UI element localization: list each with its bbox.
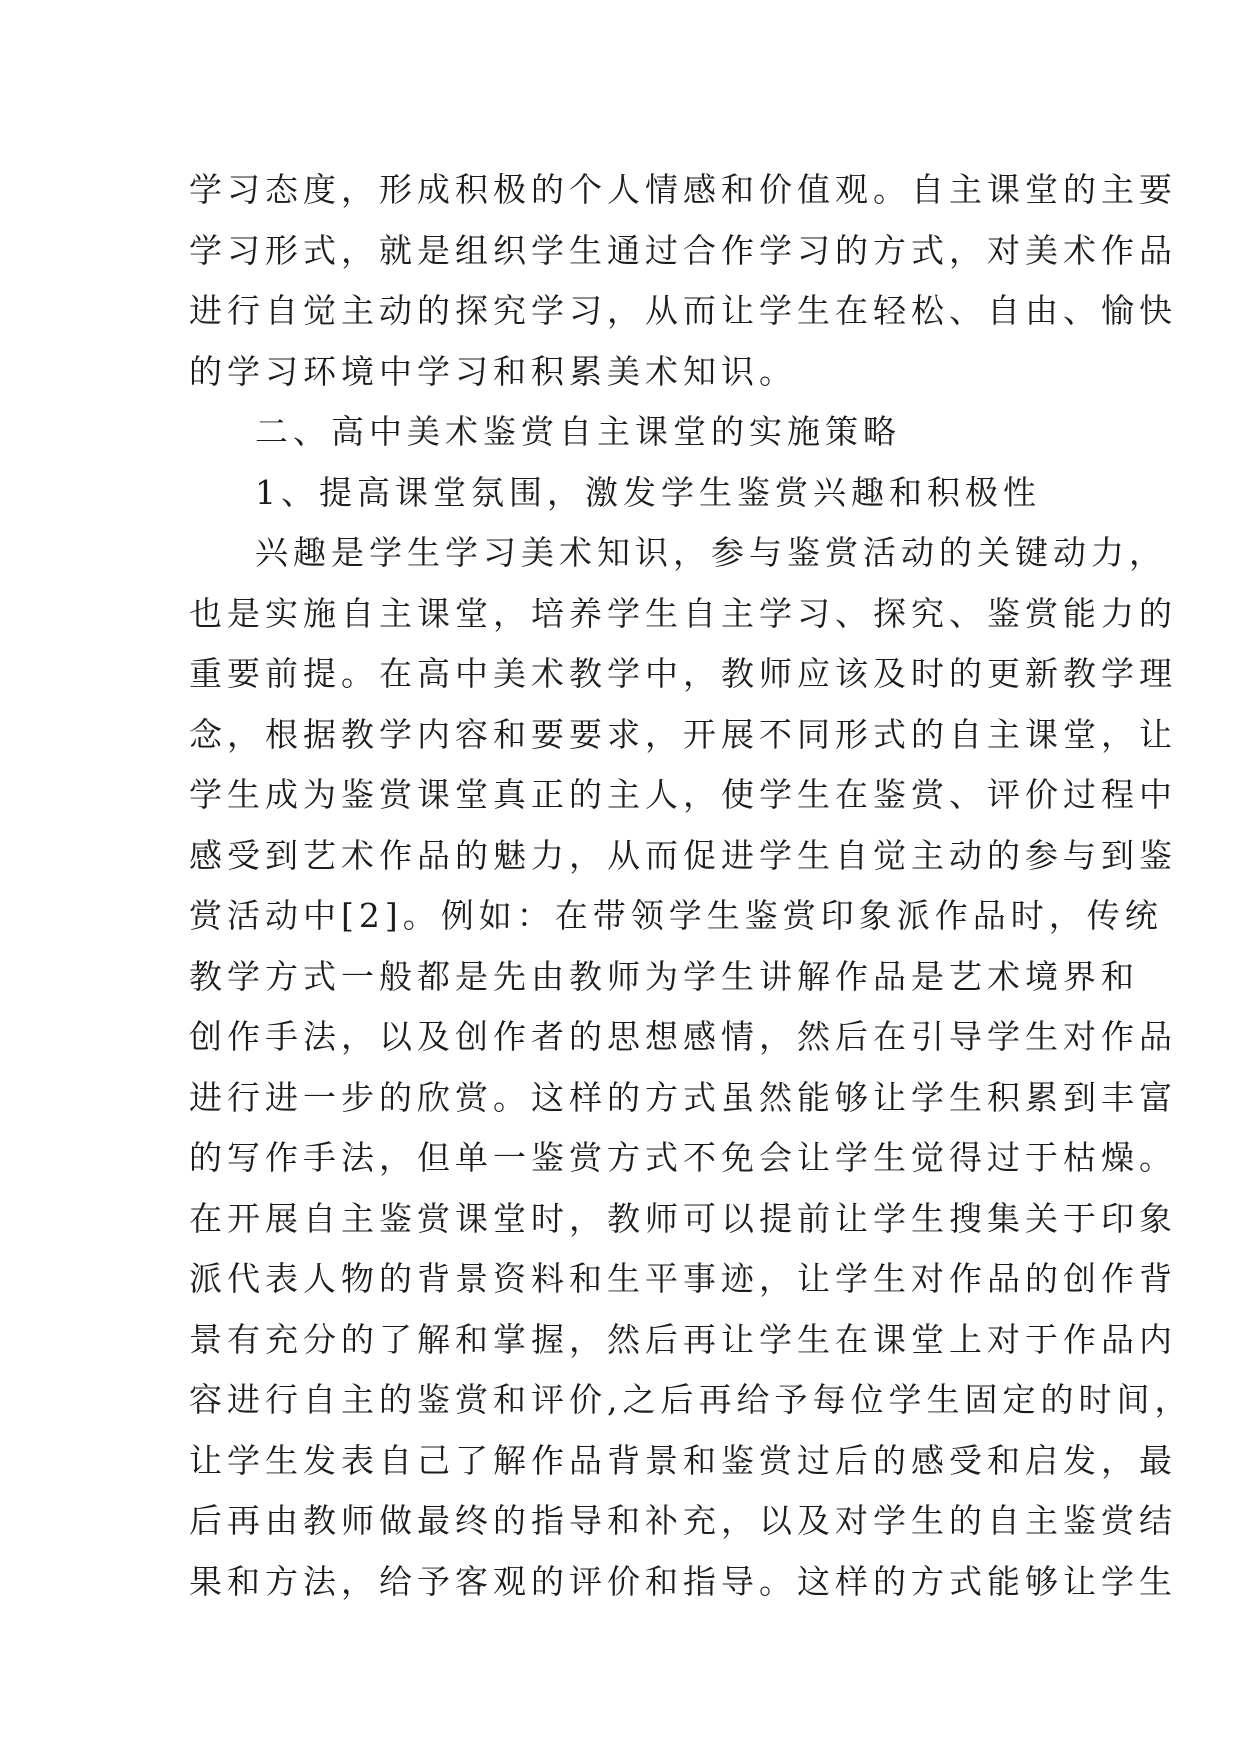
text-line: 的学习环境中学习和积累美术知识。 — [189, 351, 797, 391]
text-line: 派代表人物的背景资料和生平事迹，让学生对作品的创作背 — [189, 1259, 1177, 1298]
paragraph-first-line: 兴趣是学生学习美术知识，参与鉴赏活动的关键动力， — [255, 533, 1167, 572]
text-line: 景有充分的了解和掌握，然后再让学生在课堂上对于作品内 — [189, 1319, 1177, 1359]
text-line: 后再由教师做最终的指导和补充，以及对学生的自主鉴赏结 — [189, 1501, 1177, 1540]
text-line: 容进行自主的鉴赏和评价,之后再给予每位学生固定的时间， — [189, 1380, 1193, 1419]
text-line: 念，根据教学内容和要要求，开展不同形式的自主课堂，让 — [189, 714, 1177, 754]
text-line: 进行自觉主动的探究学习，从而让学生在轻松、自由、愉快 — [189, 291, 1177, 330]
text-line: 教学方式一般都是先由教师为学生讲解作品是艺术境界和 — [189, 956, 1139, 996]
subsection-heading: 1、提高课堂氛围，激发学生鉴赏兴趣和积极性 — [255, 472, 1041, 512]
text-line: 重要前提。在高中美术教学中，教师应该及时的更新教学理 — [189, 654, 1177, 693]
text-line: 学习态度，形成积极的个人情感和价值观。自主课堂的主要 — [189, 170, 1177, 209]
text-line: 创作手法，以及创作者的思想感情，然后在引导学生对作品 — [189, 1017, 1177, 1056]
section-heading: 二、高中美术鉴赏自主课堂的实施策略 — [255, 412, 901, 451]
text-line: 也是实施自主课堂，培养学生自主学习、探究、鉴赏能力的 — [189, 593, 1177, 633]
text-line: 进行进一步的欣赏。这样的方式虽然能够让学生积累到丰富 — [189, 1077, 1177, 1117]
text-line: 感受到艺术作品的魅力，从而促进学生自觉主动的参与到鉴 — [189, 835, 1177, 875]
text-line: 在开展自主鉴赏课堂时，教师可以提前让学生搜集关于印象 — [189, 1198, 1177, 1238]
text-line: 赏活动中[2]。例如：在带领学生鉴赏印象派作品时，传统 — [189, 896, 1163, 935]
body-text — [189, 160, 1193, 1612]
text-line: 学习形式，就是组织学生通过合作学习的方式，对美术作品 — [189, 230, 1177, 270]
text-line: 让学生发表自己了解作品背景和鉴赏过后的感受和启发，最 — [189, 1440, 1177, 1480]
text-line: 果和方法，给予客观的评价和指导。这样的方式能够让学生 — [189, 1561, 1177, 1601]
text-line: 学生成为鉴赏课堂真正的主人，使学生在鉴赏、评价过程中 — [189, 775, 1177, 814]
text-line: 的写作手法，但单一鉴赏方式不免会让学生觉得过于枯燥。 — [189, 1138, 1177, 1177]
